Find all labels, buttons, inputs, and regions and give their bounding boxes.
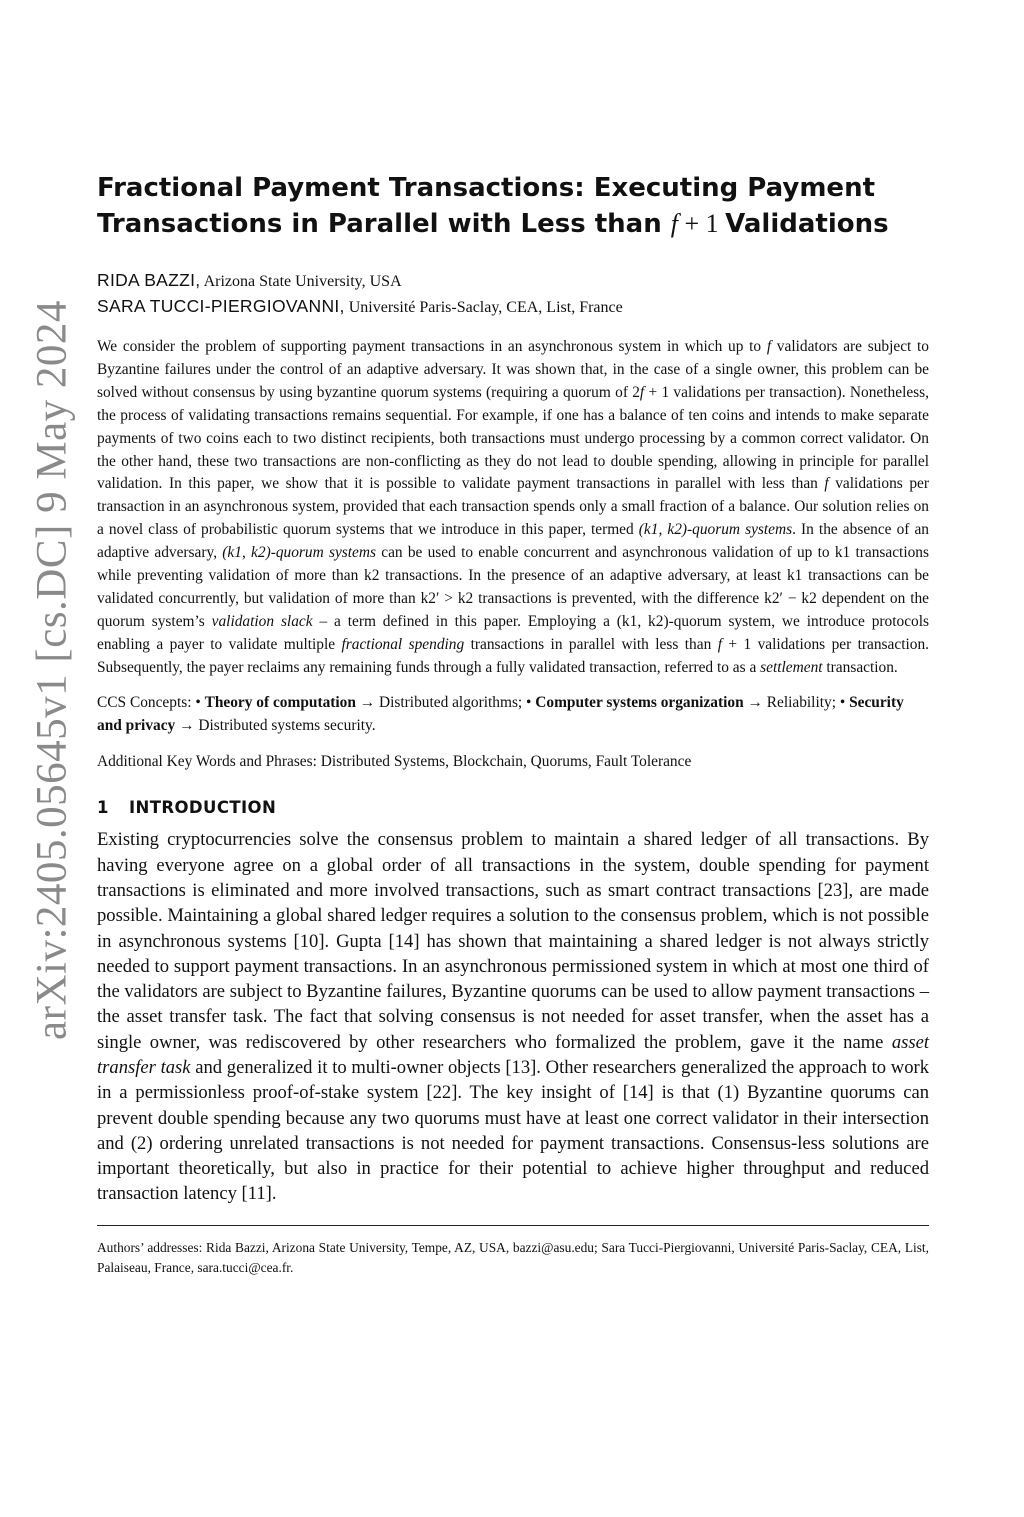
abstract-text: We consider the problem of supporting payment transactions in an asynchronous system in which up to (97, 338, 767, 355)
intro-paragraph (97, 827, 929, 1206)
title-line-2-start: Transactions in Parallel with Less than (97, 209, 671, 239)
section-title: INTRODUCTION (129, 798, 277, 818)
title-math-plus-one: + 1 (678, 209, 726, 238)
abstract-text: validations per transaction in an asynchronous system, provided that each transaction spends only a small fraction of a balance. Our solution relies on a novel class of probabilistic quorum systems that we introduce in this paper, termed (97, 475, 929, 539)
intro-text: Existing cryptocurrencies solve the consensus problem to maintain a shared ledger of all transactions. By having everyone agree on a global order of all transactions in the system, double spending for payment transactions is eliminated and more involved transactions, such as smart contract transactions [23], are made possible. Maintaining a global shared ledger requires a solution to the consensus problem, which is not possible in asynchronous systems [10]. Gupta [14] has shown that maintaining a shared ledger is not always strictly needed to support payment transactions. In an asynchronous permissioned system in which at most one third of the validators are subject to Byzantine failures, Byzantine quorums can be used to allow payment transactions – the asset transfer task. The fact that solving consensus is not needed for asset transfer, when the asset has a single owner, was rediscovered by other researchers who formalized the problem, gave it the name (97, 829, 929, 1053)
ccs-subconcept: → Reliability; • (743, 693, 850, 711)
abstract-text: + 1 validations per transaction). Nonetheless, the process of validating transactions remains sequential. For example, if one has a balance of ten coins and intends to make separate payments of two coins each to two distinct recipients, both transactions must undergo processing by a common correct validator. On the other hand, these two transactions are non-conflicting as they do not lead to double spending, allowing in principle for parallel validation. In this paper, we show that it is possible to validate payment transactions in parallel with less than (97, 383, 930, 493)
ccs-subconcept: → Distributed algorithms; • (355, 693, 536, 711)
math-f: f (717, 635, 722, 653)
abstract-text: validators are subject to Byzantine failures under the control of an adaptive adversary. It was shown that, in the case of a single owner, this problem can be solved without consensus by using byzantine quorum systems (requiring a quorum of 2 (97, 338, 930, 401)
section-heading (97, 798, 929, 817)
term-asset-transfer-task: asset transfer task (97, 1031, 929, 1078)
term-fractional-spending: fractional spending (341, 635, 465, 653)
authors-addresses-footnote: Authors’ addresses: Rida Bazzi, Arizona State University, Tempe, AZ, USA, bazzi@asu.edu; Sara Tucci-Piergiovanni, Université Paris-Saclay, CEA, List, Palaiseau, France, sara.tucci@cea.fr. (97, 1239, 929, 1275)
abstract (97, 336, 929, 680)
math-f: f (766, 338, 772, 355)
section-number: 1 (97, 798, 109, 818)
title-line-2-end: Validations (725, 209, 889, 239)
term-quorum-systems: (k1, k2)-quorum systems (222, 544, 376, 562)
author-affiliation: Université Paris-Saclay, CEA, List, France (344, 299, 623, 316)
math-f: f (824, 475, 829, 493)
abstract-text: transactions in parallel with less than (464, 635, 718, 653)
footnote-rule (97, 1225, 929, 1226)
math-f: f (639, 383, 645, 401)
title-line-1: Fractional Payment Transactions: Executing Payment (97, 173, 876, 203)
author-name: SARA TUCCI-PIERGIOVANNI, (97, 296, 345, 316)
abstract-text: can be used to enable concurrent and asynchronous validation of up to k1 transactions while preventing validation of more than k2 transactions. In the presence of an adaptive adversary, at least k1 transactions can be validated concurrently, but validation of more than k2′ > k2 transactions is prevented, with the difference k2′ − k2 dependent on the quorum system’s (97, 544, 929, 630)
keywords: Additional Key Words and Phrases: Distributed Systems, Blockchain, Quorums, Fault Tolerance (97, 753, 692, 771)
author-1 (97, 268, 929, 294)
abstract-text: . In the absence of an adaptive adversary, (97, 521, 929, 562)
paper-title (97, 170, 929, 242)
ccs-concepts (97, 692, 929, 738)
paper-page (97, 170, 929, 1278)
author-2 (97, 294, 929, 320)
ccs-subconcept: → Distributed systems security. (175, 716, 376, 734)
ccs-concept: Theory of computation (204, 693, 356, 711)
term-settlement: settlement (760, 658, 823, 676)
arxiv-sidebar-stamp (22, 290, 82, 1050)
abstract-text: + 1 validations per transaction. Subsequently, the payer reclaims any remaining funds through a fully validated transaction, referred to as a (97, 635, 930, 676)
ccs-label: CCS Concepts: • (97, 693, 205, 711)
ccs-concept: Computer systems organization (535, 693, 744, 711)
term-quorum-systems: (k1, k2)-quorum systems (638, 521, 793, 539)
author-affiliation: Arizona State University, USA (200, 273, 402, 290)
abstract-text: – a term defined in this paper. Employing a (k1, k2)-quorum system, we introduce protocols enabling a payer to validate multiple (97, 612, 930, 653)
intro-text: and generalized it to multi-owner objects [13]. Other researchers generalized the approach to work in a permissionless proof-of-stake system [22]. The key insight of [14] is that (1) Byzantine quorums can prevent double spending because any two quorums must have at least one correct validator in their intersection and (2) ordering unrelated transactions is not needed for payment transactions. Consensus-less solutions are important theoretically, but also in practice for their potential to achieve higher throughput and reduced transaction latency [11]. (97, 1056, 929, 1205)
ccs-concept: Security and privacy (97, 693, 904, 734)
term-validation-slack: validation slack (211, 612, 313, 630)
author-name: RIDA BAZZI, (97, 270, 201, 290)
title-math-f: f (670, 209, 678, 238)
arxiv-identifier: arXiv:2405.05645v1 [cs.DC] 9 May 2024 (28, 300, 76, 1040)
abstract-text: transaction. (822, 658, 898, 676)
